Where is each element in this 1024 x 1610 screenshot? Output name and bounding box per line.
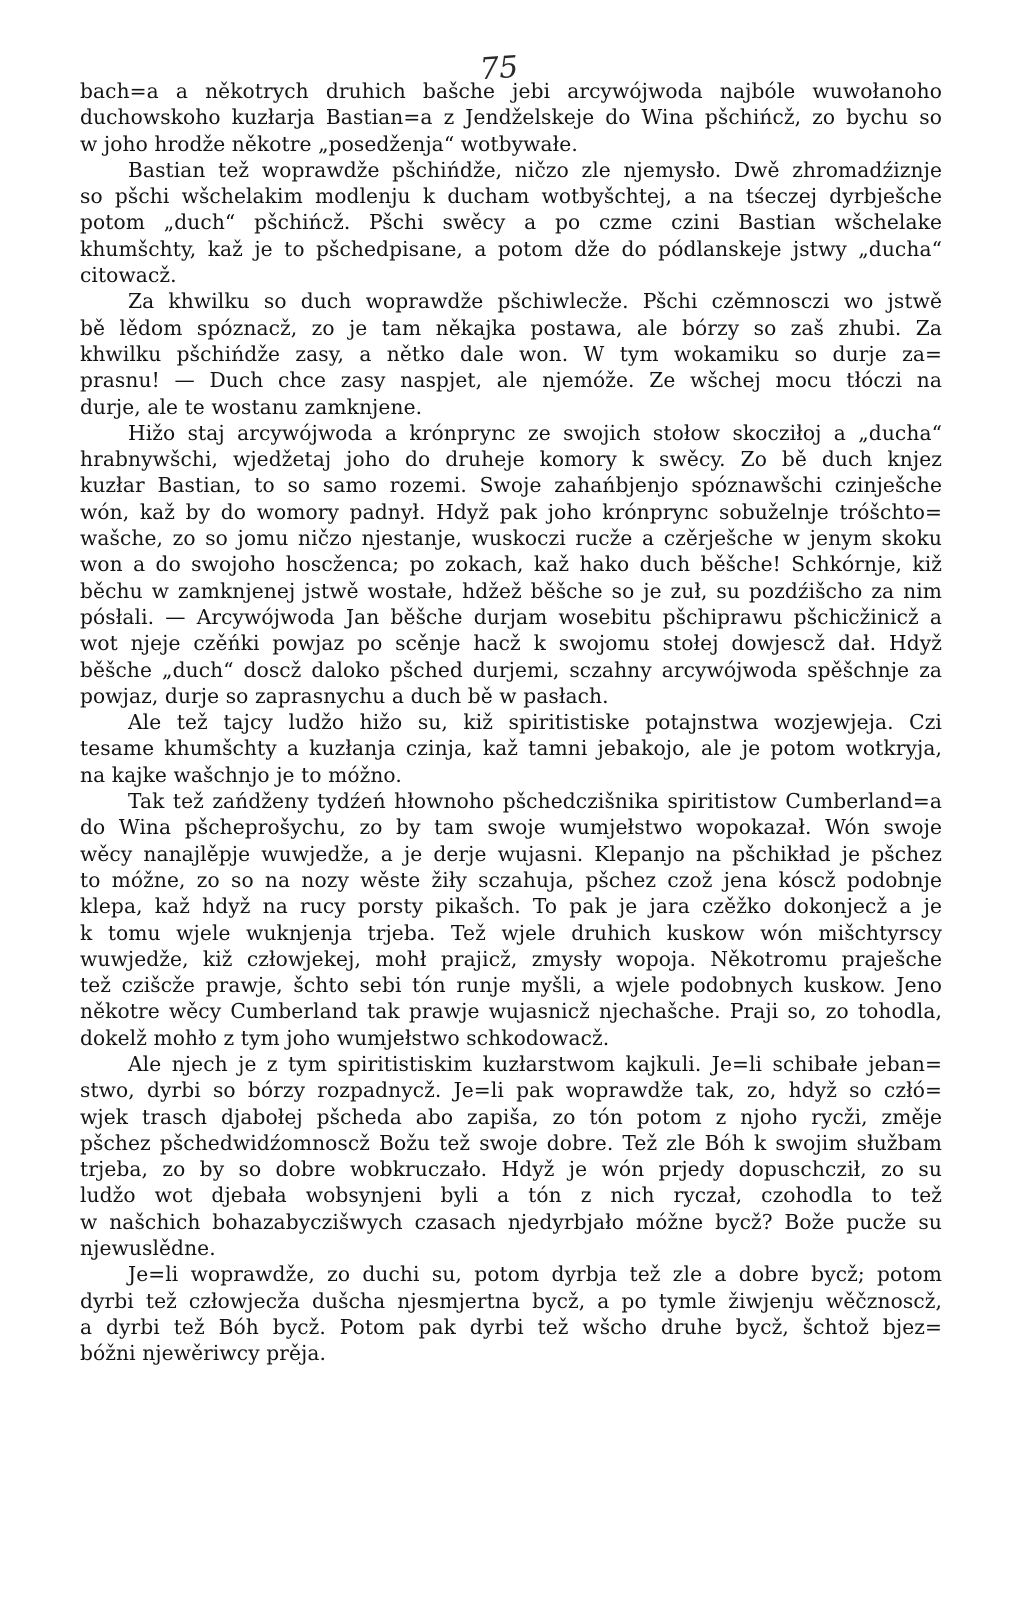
- text-line: durje, ale te wostanu zamknjene.: [80, 394, 423, 419]
- text-line: njewuslědne.: [80, 1236, 216, 1261]
- text-line: bach=a a někotrych druhich bašche jebi arcywójwoda najbóle wuwołanoho: [80, 79, 942, 103]
- text-line: powjaz, durje so zaprasnychu a duch bě w pasłach.: [80, 683, 609, 708]
- text-line: wašche, zo so jomu ničzo njestanje, wuskoczi rucže a czěrješche w jenym skoku: [80, 526, 942, 551]
- text-line: potom „duch“ pšchińcž. Pšchi swěcy a po czme czini Bastian wšchelake: [80, 210, 942, 235]
- text-line: w joho hrodže někotre „posedženja“ wotbywałe.: [80, 131, 578, 156]
- text-line: trjeba, zo by so dobre wobkruczało. Hdyž je wón prjedy dopuschcził, zo su: [80, 1157, 942, 1182]
- text-line: do Wina pšcheprošychu, zo by tam swoje wumjełstwo wopokazał. Wón swoje: [80, 815, 942, 840]
- text-line: tež czišcže prawje, šchto sebi tón runje myšli, a wjele podobnych kuskow. Jeno: [80, 973, 942, 998]
- text-line: so pšchi wšchelakim modlenju k ducham wotbyšchtej, a na tśeczej dyrbješche: [80, 184, 942, 209]
- text-line: to móžne, zo so na nozy wěste žiły sczahuja, pšchez czož jena kóscž podobnje: [80, 867, 942, 892]
- text-line: kuzłar Bastian, to so samo rozemi. Swoje zahańbjenjo spóznawšchi czinješche: [80, 473, 942, 498]
- text-line: w našchich bohazabyczišwych czasach njedyrbjało móžne bycž? Bože pucže su: [80, 1209, 942, 1234]
- text-line: khwilku pšchińdže zasy, a nětko dale won. W tym wokamiku so durje za=: [80, 341, 942, 366]
- text-line: běchu w zamknjenej jstwě wostałe, hdžež běšche so je zuł, su pozdźišcho za nim: [80, 578, 942, 603]
- text-line: Hižo staj arcywójwoda a krónprync ze swojich stołow skocziłoj a „ducha“: [128, 420, 942, 445]
- paragraph: [80, 788, 942, 1051]
- text-line: Je=li woprawdže, zo duchi su, potom dyrbja tež zle a dobre bycž; potom: [128, 1262, 942, 1287]
- text-line: wěcy nanajlěpje wuwjedže, a je derje wujasni. Klepanjo na pšchikład je pšchez: [80, 841, 942, 866]
- text-line: a dyrbi tež Bóh bycž. Potom pak dyrbi tež wšcho druhe bycž, šchtož bjez=: [80, 1314, 942, 1339]
- text-line: dyrbi tež człowjecža dušcha njesmjertna bycž, a po tymle žiwjenju wěčznoscž,: [80, 1288, 942, 1313]
- text-line: bóžni njewěriwcy prěja.: [80, 1341, 327, 1366]
- text-line: Za khwilku so duch woprawdže pšchiwlecže. Pšchi czěmnosczi wo jstwě: [128, 289, 942, 314]
- text-line: wón, kaž by do womory padnył. Hdyž pak joho krónprync sobuželnje tróšchto=: [80, 499, 942, 524]
- text-line: tesame khumšchty a kuzłanja czinja, kaž tamni jebakojo, ale je potom wotkryja,: [80, 736, 942, 761]
- paragraph: [80, 709, 942, 788]
- text-line: k tomu wjele wuknjenja trjeba. Tež wjele druhich kuskow wón mišchtyrscy: [80, 920, 942, 945]
- text-line: khumšchty, kaž je to pšchedpisane, a potom dže do pódlanskeje jstwy „ducha“: [80, 236, 942, 261]
- text-line: citowacž.: [80, 263, 177, 288]
- text-line: wjek trasch djabołej pšcheda abo zapiša, zo tón potom z njoho rycži, změje: [80, 1104, 942, 1129]
- text-line: Ale tež tajcy ludžo hižo su, kiž spiritistiske potajnstwa wozjewjeja. Czi: [128, 710, 942, 735]
- page-number: 75: [478, 49, 520, 88]
- text-line: duchowskoho kuzłarja Bastian=a z Jendželskeje do Wina pšchińcž, zo bychu so: [80, 105, 942, 130]
- text-body: [80, 78, 942, 1367]
- paragraph: [80, 157, 942, 288]
- text-line: na kajke wašchnjo je to móžno.: [80, 762, 402, 787]
- text-line: pšchez pšchedwidźomnoscž Božu tež swoje dobre. Tež zle Bóh k swojim słužbam: [80, 1130, 942, 1155]
- text-line: Bastian tež woprawdže pšchińdže, ničzo zle njemysło. Dwě zhromadźiznje: [128, 157, 942, 182]
- text-line: Tak tež zańdženy tydźeń hłownoho pšchedczišnika spiritistow Cumberland=a: [128, 789, 942, 814]
- paragraph: [80, 420, 942, 709]
- text-line: wot njeje czěńki powjaz po scěnje hacž k swojomu stołej dowjescž dał. Hdyž: [80, 631, 942, 656]
- text-line: běšche „duch“ doscž daloko pšched durjemi, sczahny arcywójwoda spěšchnje za: [80, 657, 942, 682]
- paragraph: [80, 1051, 942, 1261]
- paragraph: [80, 288, 942, 419]
- text-line: stwo, dyrbi so bórzy rozpadnycž. Je=li pak woprawdže tak, zo, hdyž so człó=: [80, 1078, 942, 1103]
- text-line: ludžo wot djebała wobsynjeni byli a tón z nich ryczał, czohodla to tež: [80, 1183, 942, 1208]
- text-line: pósłali. — Arcywójwoda Jan běšche durjam wosebitu pšchiprawu pšchicžinicž a: [80, 604, 942, 629]
- text-line: Ale njech je z tym spiritistiskim kuzłarstwom kajkuli. Je=li schibałe jeban=: [128, 1051, 942, 1076]
- text-line: wuwjedže, kiž człowjekej, mohł prajicž, zmysły wopoja. Někotromu praješche: [80, 946, 942, 971]
- paragraph: [80, 78, 942, 157]
- text-line: hrabnywšchi, wjedžetaj joho do druheje komory k swěcy. Zo bě duch knjez: [80, 447, 942, 472]
- text-line: bě lědom spóznacž, zo je tam někajka postawa, ale bórzy so zaš zhubi. Za: [80, 315, 942, 340]
- text-line: won a do swojoho hoscženca; po zokach, kaž hako duch běšche! Schkórnje, kiž: [80, 552, 942, 577]
- text-line: někotre wěcy Cumberland tak prawje wujasnicž njechašche. Praji so, zo tohodla,: [80, 999, 942, 1024]
- text-line: klepa, kaž hdyž na rucy porsty pikašch. To pak je jara czěžko dokonjecž a je: [80, 894, 942, 919]
- text-line: prasnu! — Duch chce zasy naspjet, ale njemóže. Ze wšchej mocu tłóczi na: [80, 368, 942, 393]
- text-line: dokelž mohło z tym joho wumjełstwo schkodowacž.: [80, 1025, 610, 1050]
- paragraph: [80, 1261, 942, 1366]
